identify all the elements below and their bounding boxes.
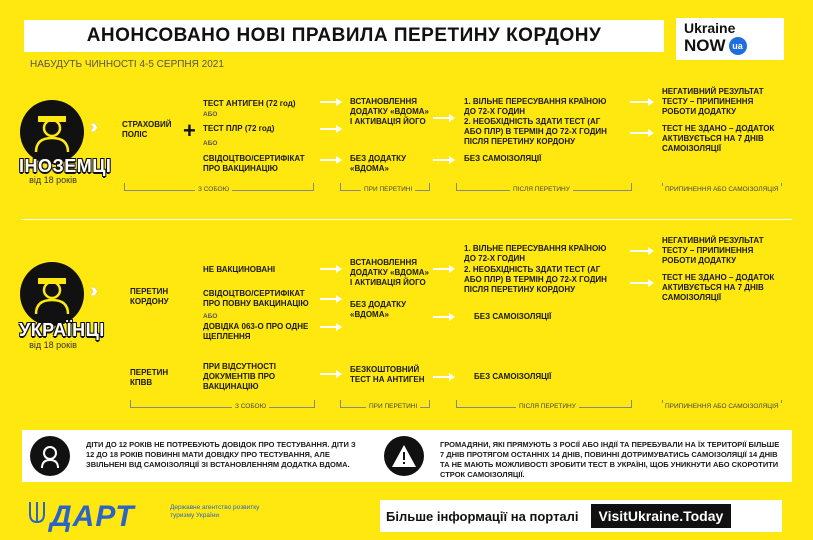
arrow-right-icon [320,326,338,328]
plus-icon: + [183,118,196,143]
chevrons-icon: ››› [90,280,92,302]
section-divider [22,219,792,220]
dart-logo: ДАРТ [50,500,135,533]
ukraine-now-logo [676,18,784,60]
u-or-1: АБО [203,313,218,320]
logo-badge: ua [729,37,747,55]
f-opt-vaccine: СВІДОЦТВО/СЕРТИФІКАТ ПРО ВАКЦИНАЦІЮ [203,154,305,173]
title-banner [24,20,664,52]
foreigners-label: ІНОЗЕМЦІ [19,156,112,176]
arrow-right-icon [433,316,451,318]
page-title: АНОНСОВАНО НОВІ ПРАВИЛА ПЕРЕТИНУ КОРДОНУ [86,25,602,46]
arrow-right-icon [320,298,338,300]
f-opt-pcr: ТЕСТ ПЛР (72 год) [203,124,275,133]
warning-icon [384,436,424,476]
u-step-free-test: БЕЗКОШТОВНИЙ ТЕСТ НА АНТИГЕН [350,365,425,384]
bracket-label-crossing: ПРИ ПЕРЕТИНІ [366,403,420,410]
ukrainian-person-icon [20,262,84,326]
child-icon [30,436,70,476]
cross-border-label: ПЕРЕТИН КОРДОНУ [130,287,169,306]
u-step-no-app: БЕЗ ДОДАТКУ «ВДОМА» [350,300,407,319]
f-result-1: НЕГАТИВНИЙ РЕЗУЛЬТАТ ТЕСТУ – ПРИПИНЕННЯ РОБОТИ ДОДАТКУ [662,87,764,116]
arrow-right-icon [320,373,338,375]
bracket-label-result: ПРИПИНЕННЯ АБО САМОІЗОЛЯЦІЯ [662,403,782,410]
bracket-label-with-you: З СОБОЮ [195,186,232,193]
u-result-1: НЕГАТИВНИЙ РЕЗУЛЬТАТ ТЕСТУ – ПРИПИНЕННЯ РОБОТИ ДОДАТКУ [662,236,764,265]
f-step-no-app: БЕЗ ДОДАТКУ «ВДОМА» [350,154,407,173]
insurance-label: СТРАХОВИЙ ПОЛІС [122,120,172,139]
u-opt-no-docs: ПРИ ВІДСУТНОСТІ ДОКУМЕНТІВ ПРО ВАКЦИНАЦІЮ [203,362,276,391]
arrow-right-icon [433,376,451,378]
bracket-label-crossing: ПРИ ПЕРЕТИНІ [361,186,415,193]
f-after-2: 2. НЕОБХІДНІСТЬ ЗДАТИ ТЕСТ (АГ АБО ПЛР) В ТЕРМІН ДО 72-Х ГОДИН ПІСЛЯ ПЕРЕТИНУ КОРДОНУ [464,117,607,146]
logo-line1: Ukraine [684,20,736,36]
arrow-right-icon [630,250,650,252]
u-after-2: 2. НЕОБХІДНІСТЬ ЗДАТИ ТЕСТ (АГ АБО ПЛР) В ТЕРМІН ДО 72-Х ГОДИН ПІСЛЯ ПЕРЕТИНУ КОРДОНУ [464,265,607,294]
ukrainians-label: УКРАЇНЦІ [19,320,105,340]
f-step-install: ВСТАНОВЛЕННЯ ДОДАТКУ «ВДОМА» І АКТИВАЦІЯ ЙОГО [350,97,429,126]
arrow-right-icon [433,159,451,161]
arrow-right-icon [320,128,338,130]
u-opt-not-vaccinated: НЕ ВАКЦИНОВАНІ [203,265,276,274]
children-note: ДІТИ ДО 12 РОКІВ НЕ ПОТРЕБУЮТЬ ДОВІДОК ПРО ТЕСТУВАННЯ. ДІТИ З 12 ДО 18 РОКІВ ПОВИННІ МАТИ ДОВІДКУ ПРО ТЕСТУВАННЯ, АЛЕ ЗВІЛЬНЕНІ ВІД САМОІЗОЛЯЦІЇ ЗІ ВСТАНОВЛЕННЯМ ДОДАТКА ВДОМА. [86,440,356,469]
bracket-with-you [130,400,315,408]
more-info-text: Більше інформації на порталі [386,508,579,524]
foreigners-age: від 18 років [29,175,77,185]
trident-icon [28,500,46,524]
arrow-right-icon [433,268,451,270]
russia-india-note: ГРОМАДЯНИ, ЯКІ ПРЯМУЮТЬ З РОСІЇ АБО ІНДІЇ ТА ПЕРЕБУВАЛИ НА ЇХ ТЕРИТОРІЇ БІЛЬШЕ 7 ДНІВ ПРОТЯГОМ ОСТАННІХ 14 ДНІВ, ПОВИННІ ДОТРИМУВАТИСЬ САМОІЗОЛЯЦІЇ 14 ДНІВ ТА НЕ МАЮТЬ МОЖЛИВОСТІ ЗРОБИТИ ТЕСТ В УКРАЇНІ, ЩОБ УНИКНУТИ АБО СКОРОТИТИ СТРОК САМОІЗОЛЯЦІЇ. [440,440,780,479]
arrow-right-icon [630,282,650,284]
bracket-label-after: ПІСЛЯ ПЕРЕТИНУ [510,186,573,193]
arrow-right-icon [630,101,650,103]
chevrons-icon: ››› [90,116,92,138]
u-opt-certificate: СВІДОЦТВО/СЕРТИФІКАТ ПРО ПОВНУ ВАКЦИНАЦІЮ [203,289,309,308]
arrow-right-icon [630,132,650,134]
portal-link[interactable]: VisitUkraine.Today [591,504,732,528]
u-after-1: 1. ВІЛЬНЕ ПЕРЕСУВАННЯ КРАЇНОЮ ДО 72-Х ГОДИН [464,244,607,263]
u-after-3: БЕЗ САМОІЗОЛЯЦІЇ [474,312,552,321]
dart-subtitle: Державне агентство розвитку туризму України [170,504,260,519]
u-opt-063: ДОВІДКА 063-О ПРО ОДНЕ ЩЕПЛЕННЯ [203,322,309,341]
u-result-2: ТЕСТ НЕ ЗДАНО – ДОДАТОК АКТИВУЄТЬСЯ НА 7 ДНІВ САМОІЗОЛЯЦІЇ [662,273,775,302]
logo-line2: NOW [684,36,726,55]
arrow-right-icon [433,117,451,119]
page-subtitle: НАБУДУТЬ ЧИННОСТІ 4-5 СЕРПНЯ 2021 [30,59,224,70]
u-after-4: БЕЗ САМОІЗОЛЯЦІЇ [474,372,552,381]
foreigner-person-icon [20,100,84,164]
f-or-2: АБО [203,140,218,147]
u-step-install: ВСТАНОВЛЕННЯ ДОДАТКУ «ВДОМА» І АКТИВАЦІЯ ЙОГО [350,258,429,287]
ukrainians-age: від 18 років [29,340,77,350]
arrow-right-icon [320,268,338,270]
f-after-1: 1. ВІЛЬНЕ ПЕРЕСУВАННЯ КРАЇНОЮ ДО 72-Х ГОДИН [464,97,607,116]
bracket-label-after: ПІСЛЯ ПЕРЕТИНУ [516,403,579,410]
f-after-3: БЕЗ САМОІЗОЛЯЦІЇ [464,154,542,163]
cross-kpvv-label: ПЕРЕТИН КПВВ [130,368,169,387]
f-result-2: ТЕСТ НЕ ЗДАНО – ДОДАТОК АКТИВУЄТЬСЯ НА 7 ДНІВ САМОІЗОЛЯЦІЇ [662,124,775,153]
arrow-right-icon [320,101,338,103]
f-opt-antigen: ТЕСТ АНТИГЕН (72 год) [203,99,296,108]
bracket-label-result: ПРИПИНЕННЯ АБО САМОІЗОЛЯЦІЯ [662,186,782,193]
f-or-1: АБО [203,111,218,118]
arrow-right-icon [320,159,338,161]
footer-banner [380,500,782,532]
bracket-label-with-you: З СОБОЮ [232,403,269,410]
